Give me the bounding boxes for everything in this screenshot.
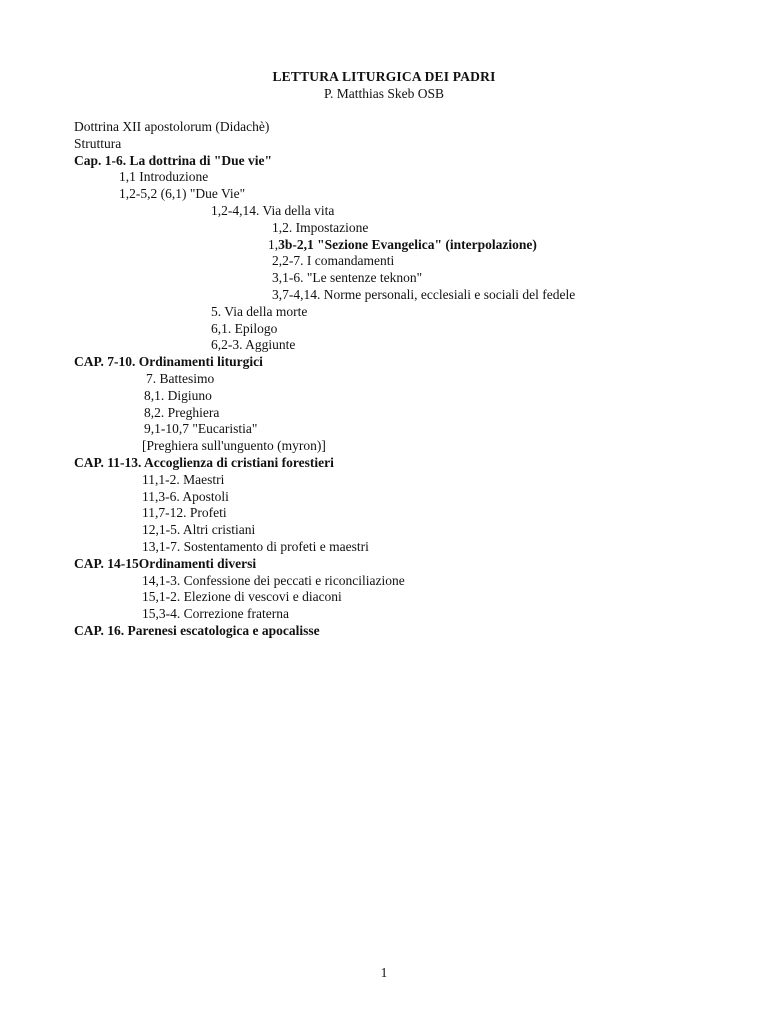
outline-line: 1,2-5,2 (6,1) "Due Vie"	[119, 186, 246, 202]
outline-line: 14,1-3. Confessione dei peccati e riconciliazione	[142, 572, 405, 588]
chapter-heading: CAP. 11-13. Accoglienza di cristiani forestieri	[74, 454, 334, 470]
outline-line-prefix: 1,	[268, 236, 279, 252]
outline-line: 11,3-6. Apostoli	[142, 488, 229, 504]
outline-line-bold: 3b-2,1 "Sezione Evangelica" (interpolazione)	[278, 236, 537, 252]
outline-line: Dottrina XII apostolorum (Didachè)	[74, 119, 270, 134]
chapter-heading: CAP. 7-10. Ordinamenti liturgici	[74, 354, 263, 370]
outline-line: 15,1-2. Elezione di vescovi e diaconi	[142, 589, 342, 605]
outline-line: 2,2-7. I comandamenti	[272, 253, 395, 269]
document-author: P. Matthias Skeb OSB	[323, 86, 445, 101]
outline-line: 1,2. Impostazione	[272, 219, 369, 235]
outline-line: 11,1-2. Maestri	[142, 471, 225, 487]
chapter-heading: CAP. 14-15Ordinamenti diversi	[74, 555, 257, 571]
outline-line: 6,2-3. Aggiunte	[211, 337, 296, 353]
outline-line: Struttura	[74, 135, 122, 151]
outline-line: 1,2-4,14. Via della vita	[211, 202, 335, 218]
outline-line: 15,3-4. Correzione fraterna	[142, 606, 289, 622]
outline-line: 8,1. Digiuno	[144, 387, 212, 403]
outline-line: 3,1-6. "Le sentenze teknon"	[272, 270, 423, 286]
outline-line: 8,2. Preghiera	[144, 404, 220, 420]
page-number: 1	[380, 965, 388, 980]
outline-line: 5. Via della morte	[211, 303, 308, 319]
outline-line	[74, 237, 734, 254]
outline-line: 3,7-4,14. Norme personali, ecclesiali e sociali del fedele	[272, 286, 576, 302]
document-title: LETTURA LITURGICA DEI PADRI	[272, 69, 496, 84]
chapter-heading: Cap. 1-6. La dottrina di "Due vie"	[74, 152, 272, 168]
outline-line: 12,1-5. Altri cristiani	[142, 522, 256, 538]
outline-line: 11,7-12. Profeti	[142, 505, 227, 521]
chapter-heading: CAP. 16. Parenesi escatologica e apocalisse	[74, 622, 320, 638]
outline	[74, 119, 734, 640]
outline-line: 13,1-7. Sostentamento di profeti e maestri	[142, 538, 369, 554]
outline-line: 1,1 Introduzione	[119, 169, 209, 185]
outline-line: [Preghiera sull'unguento (myron)]	[142, 438, 326, 454]
outline-line: 7. Battesimo	[146, 370, 215, 386]
outline-line: 6,1. Epilogo	[211, 320, 278, 336]
outline-line: 9,1-10,7 "Eucaristia"	[144, 421, 258, 437]
